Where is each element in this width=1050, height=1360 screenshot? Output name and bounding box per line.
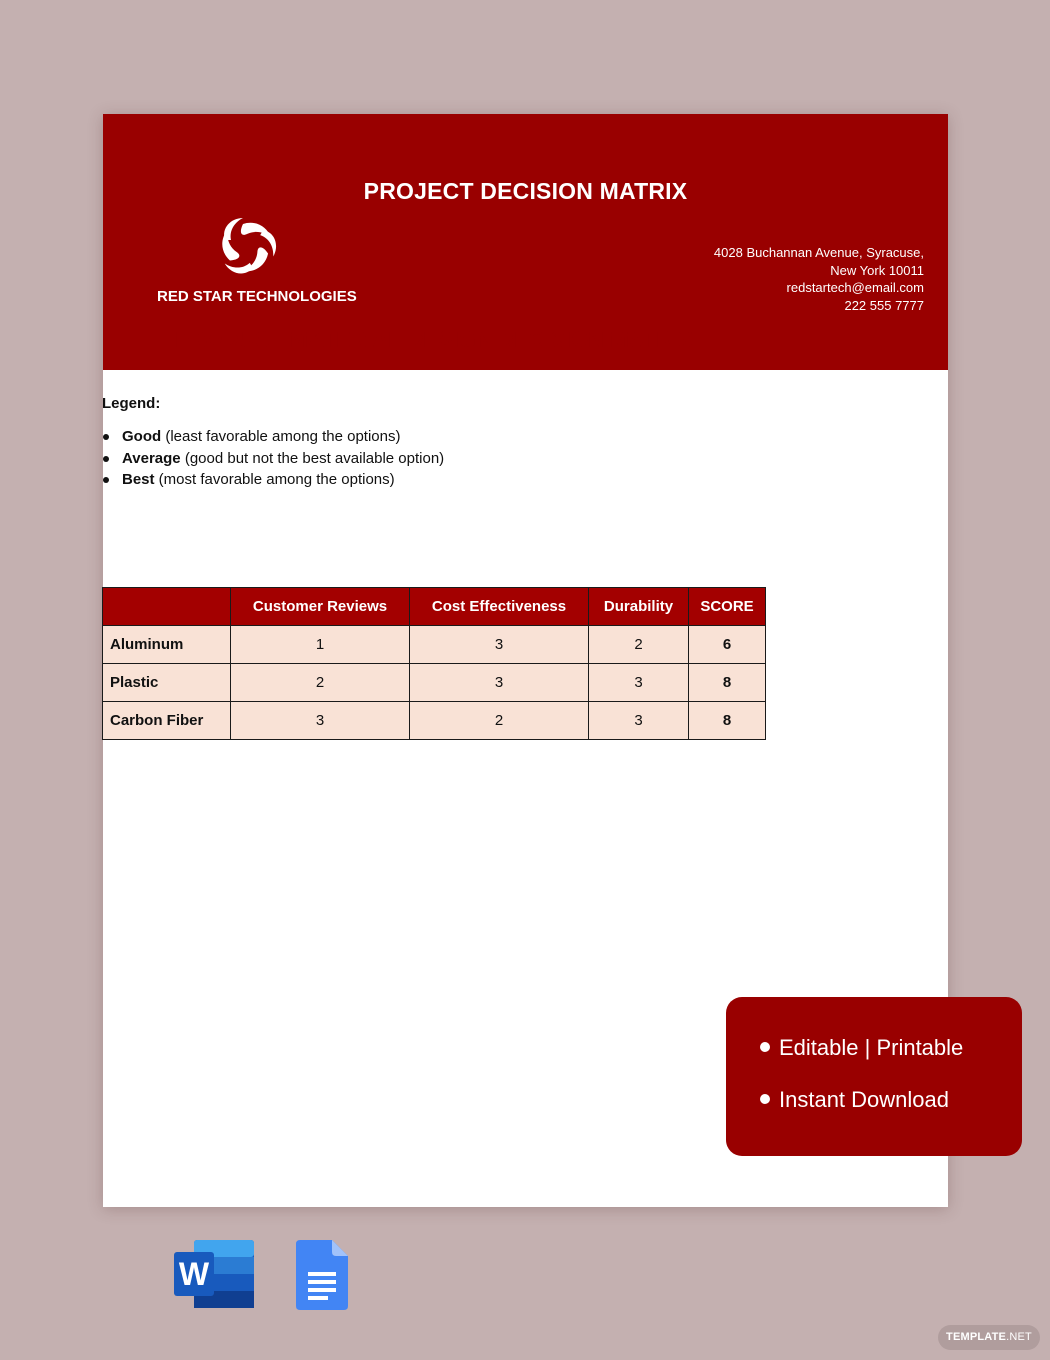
row-material: Aluminum [103,626,231,664]
legend-term: Good [122,428,162,445]
header-cell-blank [103,588,231,626]
table-header-row [103,588,766,626]
badge-text: Instant Download [779,1087,949,1112]
table-row [103,626,766,664]
cell-customer-reviews: 3 [231,702,410,740]
templatenet-watermark [938,1325,1040,1350]
legend-term: Best [122,471,155,488]
legend-item [102,426,444,448]
legend-desc: (most favorable among the options) [154,471,395,488]
row-material: Plastic [103,664,231,702]
header-durability: Durability [589,588,689,626]
header-customer-reviews: Customer Reviews [231,588,410,626]
header-title: PROJECT DECISION MATRIX [363,178,688,204]
word-letter: W [178,1256,210,1292]
legend-item [102,469,444,491]
cell-durability: 2 [589,626,689,664]
cell-customer-reviews: 2 [231,664,410,702]
contact-block [714,244,924,314]
cell-score: 6 [689,626,766,664]
legend-term: Average [122,449,181,467]
bullet-icon [760,1042,770,1052]
legend-desc: (least favorable among the options) [161,428,401,445]
address-line-1: 4028 Buchannan Avenue, Syracuse, [713,245,924,260]
cell-durability: 3 [589,702,689,740]
contact-email: redstartech@email.com [786,280,924,295]
badge-item-download [760,1087,949,1113]
badge-text: Editable | Printable [779,1035,964,1060]
contact-phone: 222 555 7777 [844,297,924,313]
decision-matrix-table [102,587,766,740]
cell-customer-reviews: 1 [231,626,410,664]
legend-heading: Legend: [102,395,161,412]
address-line-2: New York 10011 [830,262,924,278]
legend-desc: (good but not the best available option) [180,449,445,467]
matrix-title: PRODUCT MATERIAL DESIGN DECISION MATRIX [174,327,694,352]
cell-cost-effectiveness: 2 [410,702,589,740]
header-score: SCORE [689,588,766,626]
google-docs-icon[interactable] [294,1238,350,1312]
cell-cost-effectiveness: 3 [410,664,589,702]
badge-item-editable [760,1035,963,1061]
company-logo-icon [215,214,279,278]
features-badge [726,997,1022,1156]
watermark-brand: TEMPLATE [946,1331,1007,1343]
watermark-suffix: .NET [1006,1331,1032,1343]
table-row [103,702,766,740]
cell-score: 8 [689,702,766,740]
cell-cost-effectiveness: 3 [410,626,589,664]
legend-list [102,426,444,491]
bullet-icon [760,1094,770,1104]
company-name: RED STAR TECHNOLOGIES [157,288,357,305]
cell-durability: 3 [589,664,689,702]
row-material: Carbon Fiber [103,702,231,740]
header-cost-effectiveness: Cost Effectiveness [410,588,589,626]
microsoft-word-icon[interactable] [172,1238,256,1310]
cell-score: 8 [689,664,766,702]
legend-item [102,448,444,470]
table-row [103,664,766,702]
